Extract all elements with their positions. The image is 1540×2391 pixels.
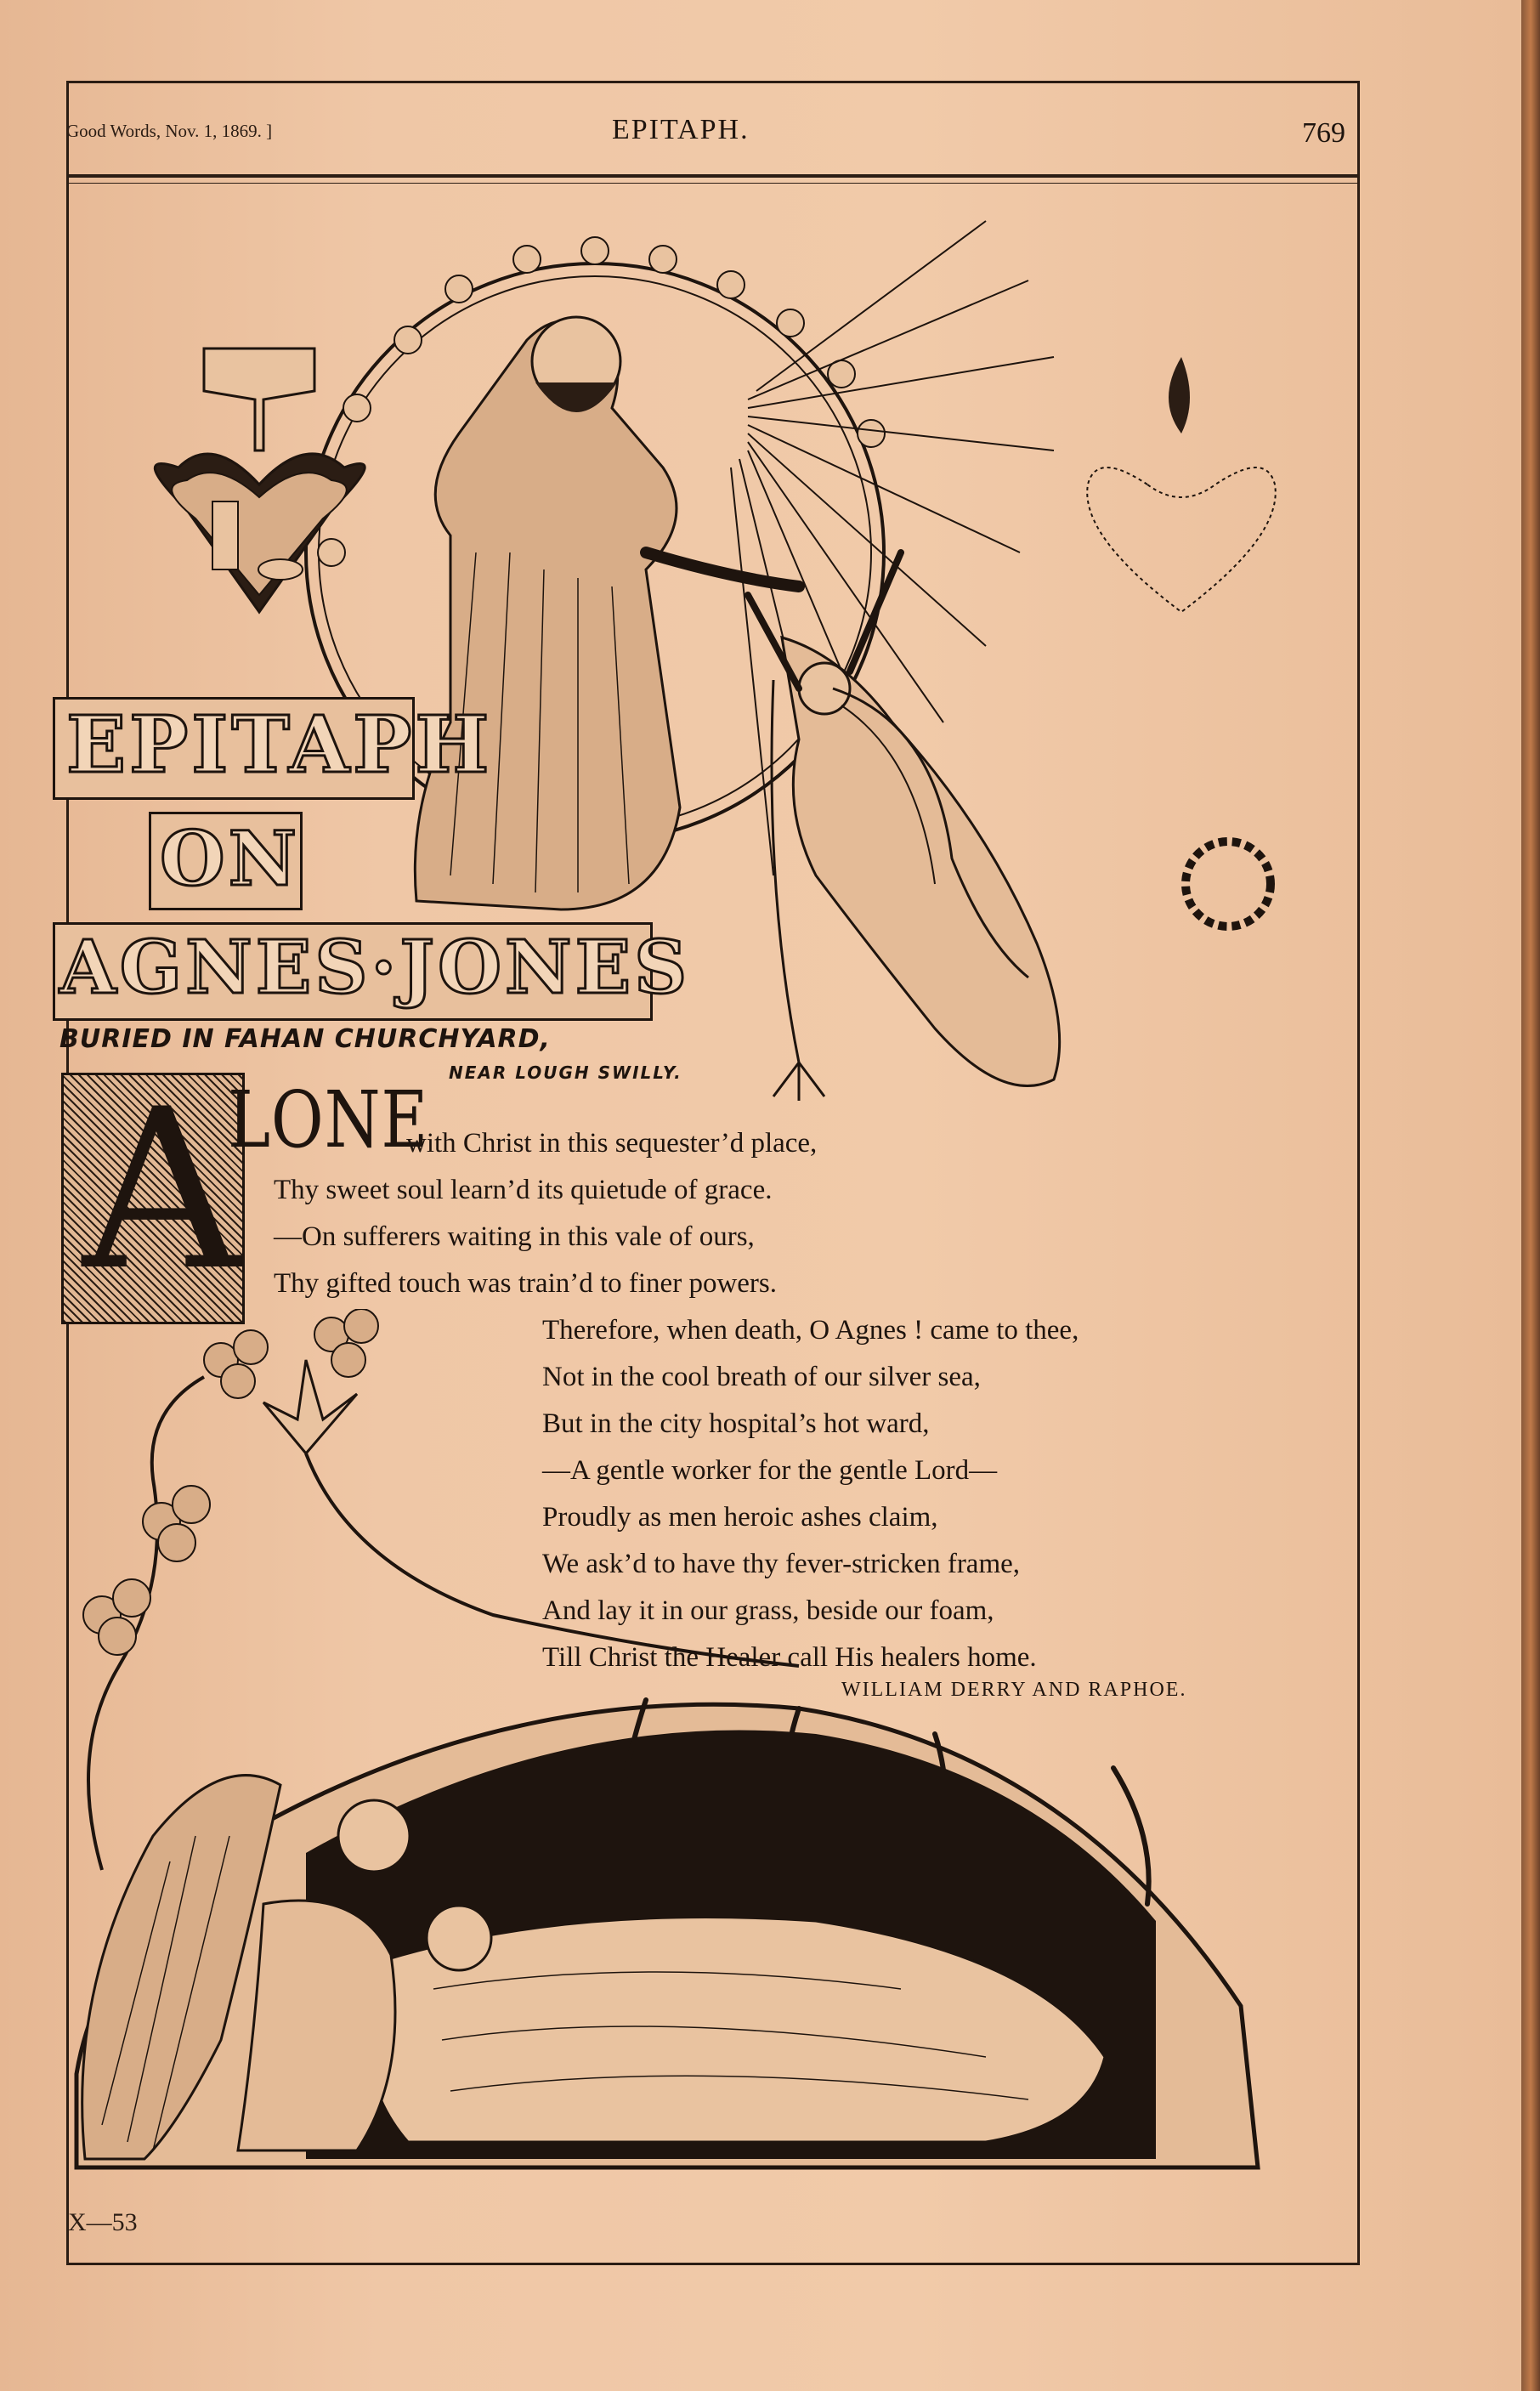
- running-header-left: Good Words, Nov. 1, 1869. ]: [66, 121, 273, 141]
- poem-line: Therefore, when death, O Agnes ! came to thee,: [542, 1315, 1079, 1346]
- tomb-and-angel-illustration: [51, 1309, 1292, 2201]
- poem-first-word: LONE: [228, 1074, 429, 1165]
- poem-line: Proudly as men heroic ashes claim,: [542, 1502, 938, 1533]
- poem-author: WILLIAM DERRY AND RAPHOE.: [841, 1679, 1187, 1701]
- book-spine: [1521, 0, 1540, 2391]
- poem-line: But in the city hospital’s hot ward,: [542, 1408, 930, 1439]
- poem-line: Thy gifted touch was train’d to finer powers.: [274, 1268, 778, 1299]
- signature-mark: X—53: [68, 2208, 138, 2236]
- poem-line: Till Christ the Healer call His healers home.: [542, 1642, 1037, 1673]
- header-rule: [68, 174, 1358, 178]
- drop-cap-frame: [61, 1062, 245, 1324]
- poem-line: We ask’d to have thy fever-stricken frame,: [542, 1549, 1021, 1579]
- header-rule-thin: [68, 183, 1358, 184]
- poem-line: Not in the cool breath of our silver sea,: [542, 1362, 981, 1392]
- poem-line: —A gentle worker for the gentle Lord—: [542, 1455, 998, 1486]
- title-epitaph: EPITAPH: [66, 699, 493, 790]
- subtitle-location: NEAR LOUGH SWILLY.: [449, 1062, 682, 1083]
- poem-line: And lay it in our grass, beside our foam,: [542, 1595, 994, 1626]
- page-number: 769: [1302, 117, 1345, 149]
- running-header-title: EPITAPH.: [612, 114, 750, 145]
- poem-line: —On sufferers waiting in this vale of ours,: [274, 1221, 755, 1252]
- poem-line: Thy sweet soul learn’d its quietude of grace.: [274, 1175, 773, 1205]
- title-on: ON: [160, 814, 301, 903]
- drop-cap-letter: A: [82, 1062, 242, 1319]
- poem-line: with Christ in this sequester’d place,: [406, 1128, 818, 1159]
- title-agnes-jones: AGNES·JONES: [59, 925, 691, 1011]
- subtitle-buried: BURIED IN FAHAN CHURCHYARD,: [59, 1024, 551, 1054]
